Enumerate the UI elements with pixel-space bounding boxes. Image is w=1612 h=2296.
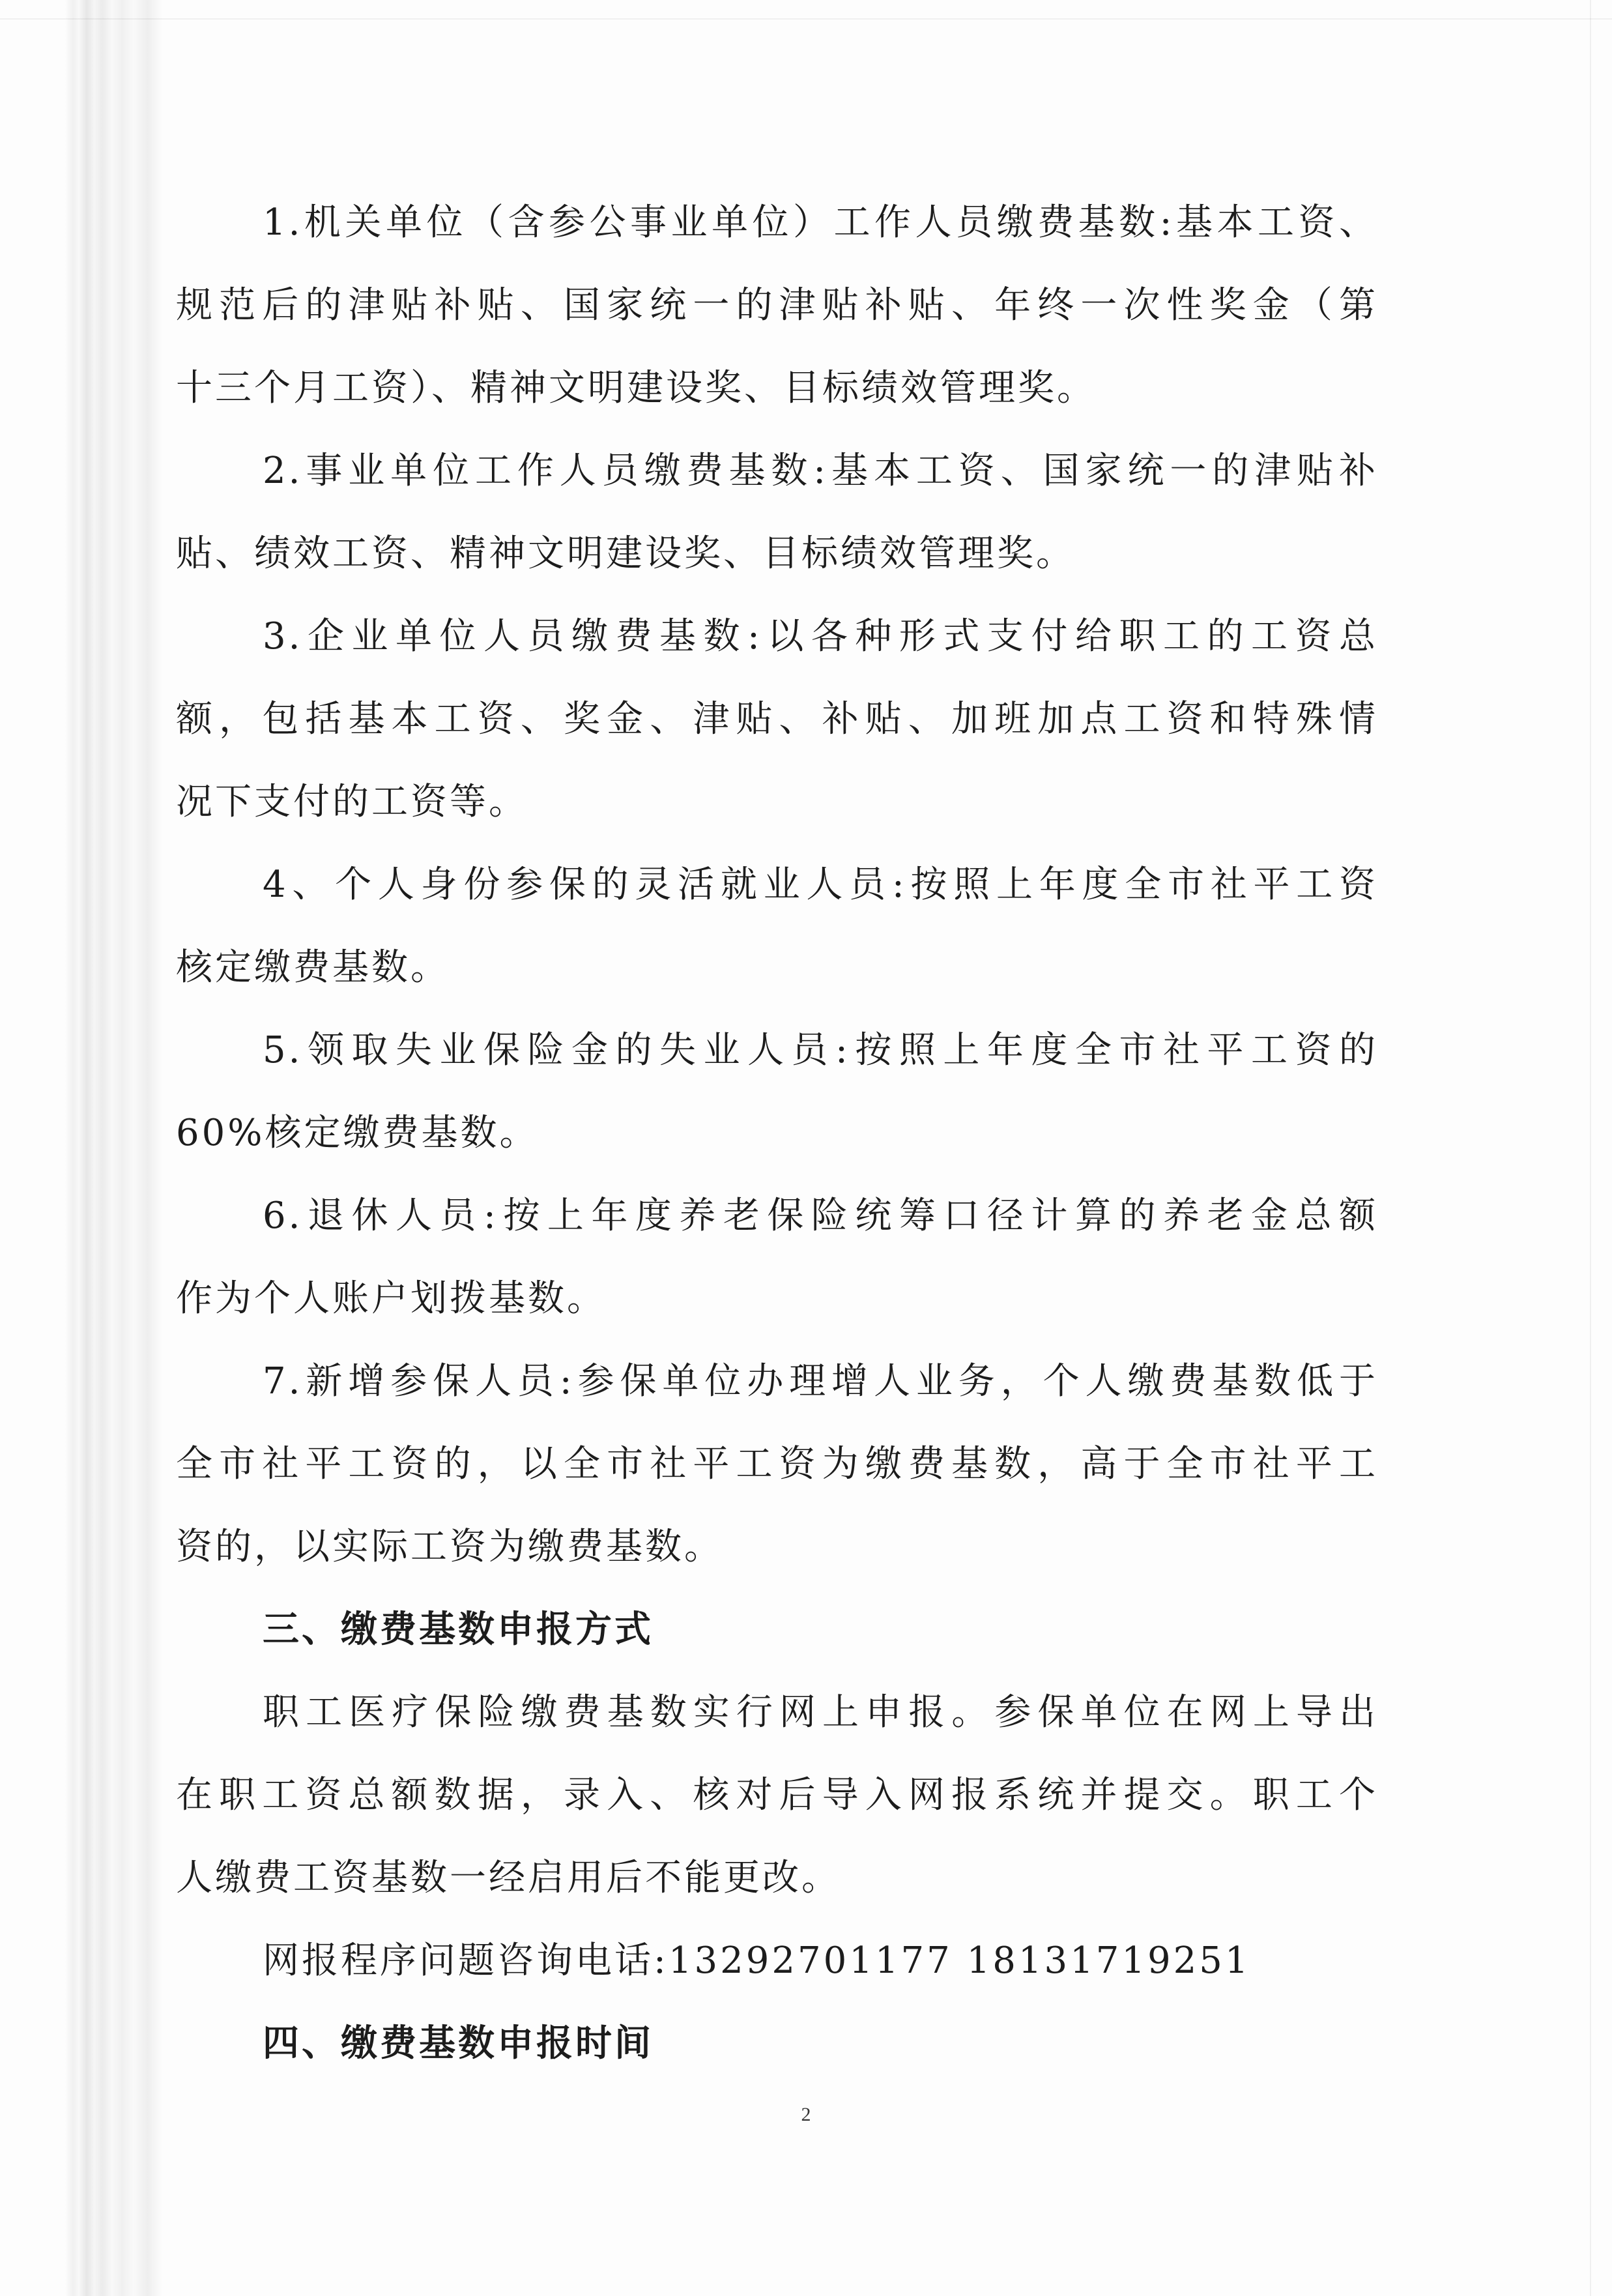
- text-line: 核定缴费基数。: [176, 946, 450, 989]
- section-heading-3: 三、缴费基数申报方式: [263, 1608, 654, 1651]
- paragraph-item-3: [176, 595, 1378, 843]
- text-line: 1.机关单位（含参公事业单位）工作人员缴费基数:基本工资、: [263, 201, 1378, 244]
- text-line: 规范后的津贴补贴、国家统一的津贴补贴、年终一次性奖金（第: [176, 284, 1378, 327]
- document-body: [176, 181, 1378, 2085]
- paragraph-item-1: [176, 181, 1378, 429]
- text-line: 6.退休人员:按上年度养老保险统筹口径计算的养老金总额: [263, 1195, 1378, 1237]
- text-line: 60%核定缴费基数。: [176, 1112, 539, 1154]
- text-line: 4、个人身份参保的灵活就业人员:按照上年度全市社平工资: [263, 864, 1378, 906]
- scan-edge-top: [0, 18, 1612, 20]
- text-line: 职工医疗保险缴费基数实行网上申报。参保单位在网上导出: [263, 1691, 1378, 1734]
- text-line: 5.领取失业保险金的失业人员:按照上年度全市社平工资的: [263, 1029, 1378, 1071]
- scan-binding-shadow: [65, 0, 163, 2296]
- paragraph-item-4: [176, 843, 1378, 1009]
- text-line: 7.新增参保人员:参保单位办理增人业务，个人缴费基数低于: [263, 1360, 1378, 1402]
- paragraph-item-6: [176, 1174, 1378, 1340]
- hotline-text: 网报程序问题咨询电话:13292701177 18131719251: [263, 1940, 1251, 1982]
- text-line: 人缴费工资基数一经启用后不能更改。: [176, 1857, 841, 1899]
- text-line: 全市社平工资的，以全市社平工资为缴费基数，高于全市社平工: [176, 1443, 1378, 1485]
- text-line: 况下支付的工资等。: [176, 781, 528, 823]
- text-line: 2.事业单位工作人员缴费基数:基本工资、国家统一的津贴补: [263, 450, 1378, 492]
- paragraph-item-2: [176, 429, 1378, 595]
- text-line: 额，包括基本工资、奖金、津贴、补贴、加班加点工资和特殊情: [176, 698, 1378, 740]
- text-line: 贴、绩效工资、精神文明建设奖、目标绩效管理奖。: [176, 532, 1075, 575]
- text-line: 在职工资总额数据，录入、核对后导入网报系统并提交。职工个: [176, 1774, 1378, 1816]
- text-line: 十三个月工资）、精神文明建设奖、目标绩效管理奖。: [176, 367, 1096, 409]
- text-line: 3.企业单位人员缴费基数:以各种形式支付给职工的工资总: [263, 615, 1378, 658]
- text-line: 作为个人账户划拨基数。: [176, 1277, 606, 1320]
- paragraph-item-5: [176, 1009, 1378, 1174]
- section-heading-4: 四、缴费基数申报时间: [263, 2022, 654, 2065]
- page-number: 2: [801, 2104, 811, 2125]
- paragraph-item-7: [176, 1340, 1378, 1588]
- scan-edge-right: [1590, 0, 1591, 2296]
- text-line: 资的，以实际工资为缴费基数。: [176, 1526, 723, 1568]
- paragraph-declaration-method: [176, 1671, 1378, 1919]
- paragraph-hotline: [176, 1919, 1378, 2002]
